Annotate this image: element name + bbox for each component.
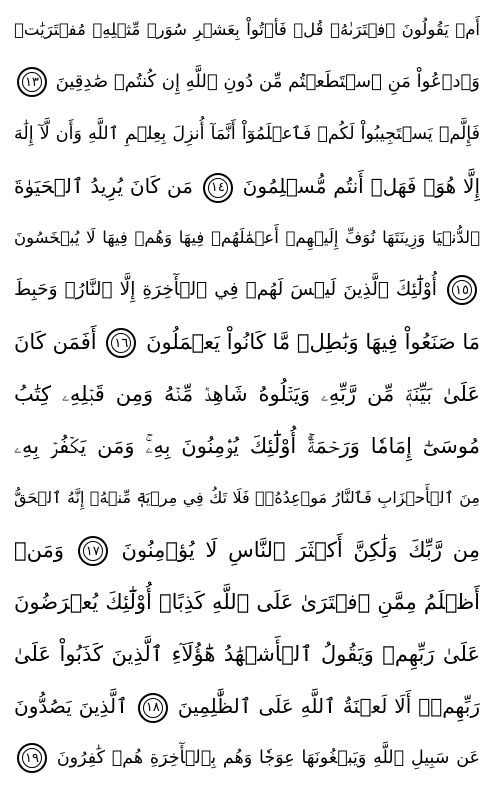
verse-text-segment: ٱلَّذِينَ يَصُدُّونَ (14, 694, 128, 718)
verse-line-text (14, 732, 480, 784)
verse-text-segment: عَلَىٰ بَيِّنَةٖ مِّن رَّبِّهِۦ وَيَتۡلُوهُ شَاهِدٞ مِّنۡهُ وَمِن قَبۡلِهِۦ كِتَٰبُ (14, 382, 480, 406)
verse-line (14, 628, 480, 680)
verse-line (14, 56, 480, 108)
verse-line-text (14, 212, 480, 264)
verse-text-segment: أَظۡلَمُ مِمَّنِ ٱفۡتَرَىٰ عَلَى ٱللَّهِ كَذِبًاۚ أُوْلَٰٓئِكَ يُعۡرَضُونَ (14, 590, 480, 614)
verse-text-segment: مُوسَىٰٓ إِمَامٗا وَرَحۡمَةًۚ أُوْلَٰٓئِكَ يُؤۡمِنُونَ بِهِۦۚ وَمَن يَكۡفُرۡ بِهِۦ (14, 434, 480, 458)
verse-line (14, 368, 480, 420)
verse-line (14, 680, 480, 732)
verse-text-segment: مِن رَّبِّكَ وَلَٰكِنَّ أَكۡثَرَ ٱلنَّاسِ لَا يُؤۡمِنُونَ (121, 538, 480, 562)
verse-text-segment: عَلَىٰ رَبِّهِمۡ وَيَقُولُ ٱلۡأَشۡهَٰدُ هَٰٓؤُلَآءِ ٱلَّذِينَ كَذَبُواْ عَلَىٰ (14, 642, 480, 666)
verse-text-segment: أَفَمَن كَانَ (14, 330, 97, 354)
verse-line-text (14, 680, 480, 732)
verse-text-segment: أَمۡ يَقُولُونَ ٱفۡتَرَىٰهُۖ قُلۡ فَأۡتُواْ بِعَشۡرِ سُوَرٖ مِّثۡلِهِۦ مُفۡتَرَيَٰتٖ (14, 20, 480, 39)
verse-line-text (14, 420, 480, 472)
verse-text-segment: مَا صَنَعُواْ فِيهَا وَبَٰطِلٞ مَّا كَانُواْ يَعۡمَلُونَ (146, 330, 480, 354)
verse-text-segment: ٱلدُّنۡيَا وَزِينَتَهَا نُوَفِّ إِلَيۡهِمۡ أَعۡمَٰلَهُمۡ فِيهَا وَهُمۡ فِيهَا لَا يُبۡخَسُونَ (14, 228, 480, 247)
verse-line-text (14, 160, 480, 212)
verse-line (14, 316, 480, 368)
verse-text-segment: وَمَنۡ (14, 538, 64, 562)
ayah-number-marker: ١٤ (203, 173, 233, 203)
verse-line-text (14, 576, 480, 628)
verse-line (14, 264, 480, 316)
verse-line-text (14, 368, 480, 420)
verse-line (14, 212, 480, 264)
verse-line (14, 524, 480, 576)
verse-text-segment: فَإِلَّمۡ يَسۡتَجِيبُواْ لَكُمۡ فَٱعۡلَمُوٓاْ أَنَّمَآ أُنزِلَ بِعِلۡمِ ٱللَّهِ وَأَن لَّآ إِلَٰهَ (14, 124, 480, 144)
verse-line-text (14, 56, 480, 108)
verse-line (14, 4, 480, 56)
verse-line (14, 732, 480, 784)
verse-text-segment: إِلَّا هُوَۖ فَهَلۡ أَنتُم مُّسۡلِمُونَ (242, 174, 480, 198)
verse-line (14, 472, 480, 524)
verse-text-segment: مَن كَانَ يُرِيدُ ٱلۡحَيَوٰةَ (14, 174, 193, 198)
ayah-number-marker: ١٥ (447, 275, 477, 305)
verse-text-segment: رَبِّهِمۡۚ أَلَا لَعۡنَةُ ٱللَّهِ عَلَى ٱلظَّٰلِمِينَ (177, 694, 480, 718)
ayah-number-marker: ١٨ (138, 693, 168, 723)
verse-line-text (14, 108, 480, 160)
ayah-number-marker: ١٣ (17, 67, 47, 97)
verse-text-segment: عَن سَبِيلِ ٱللَّهِ وَيَبۡغُونَهَا عِوَجٗا وَهُم بِٱلۡأٓخِرَةِ هُمۡ كَٰفِرُونَ (56, 748, 480, 768)
ayah-number-marker: ١٧ (78, 536, 108, 566)
verse-line-text (14, 628, 480, 680)
ayah-number-marker: ١٩ (17, 743, 47, 773)
verse-text-segment: أُوْلَٰٓئِكَ ٱلَّذِينَ لَيۡسَ لَهُمۡ فِي ٱلۡأٓخِرَةِ إِلَّا ٱلنَّارُۖ وَحَبِطَ (14, 279, 437, 300)
verse-line-text (14, 524, 480, 576)
verse-line-text (14, 472, 480, 524)
verse-line (14, 108, 480, 160)
verse-line (14, 420, 480, 472)
verse-line (14, 160, 480, 212)
verse-line-text (14, 316, 480, 368)
verse-text-segment: وَٱدۡعُواْ مَنِ ٱسۡتَطَعۡتُم مِّن دُونِ ٱللَّهِ إِن كُنتُمۡ صَٰدِقِينَ (55, 71, 480, 92)
verse-text-segment: مِنَ ٱلۡأَحۡزَابِ فَٱلنَّارُ مَوۡعِدُهُۥۚ فَلَا تَكُ فِي مِرۡيَةٖ مِّنۡهُۚ إِنَّهُ ٱلۡحَقُّ (14, 488, 480, 507)
verse-line-text (14, 4, 480, 56)
verse-line-text (14, 264, 480, 316)
verse-line (14, 576, 480, 628)
ayah-number-marker: ١٦ (106, 328, 136, 358)
